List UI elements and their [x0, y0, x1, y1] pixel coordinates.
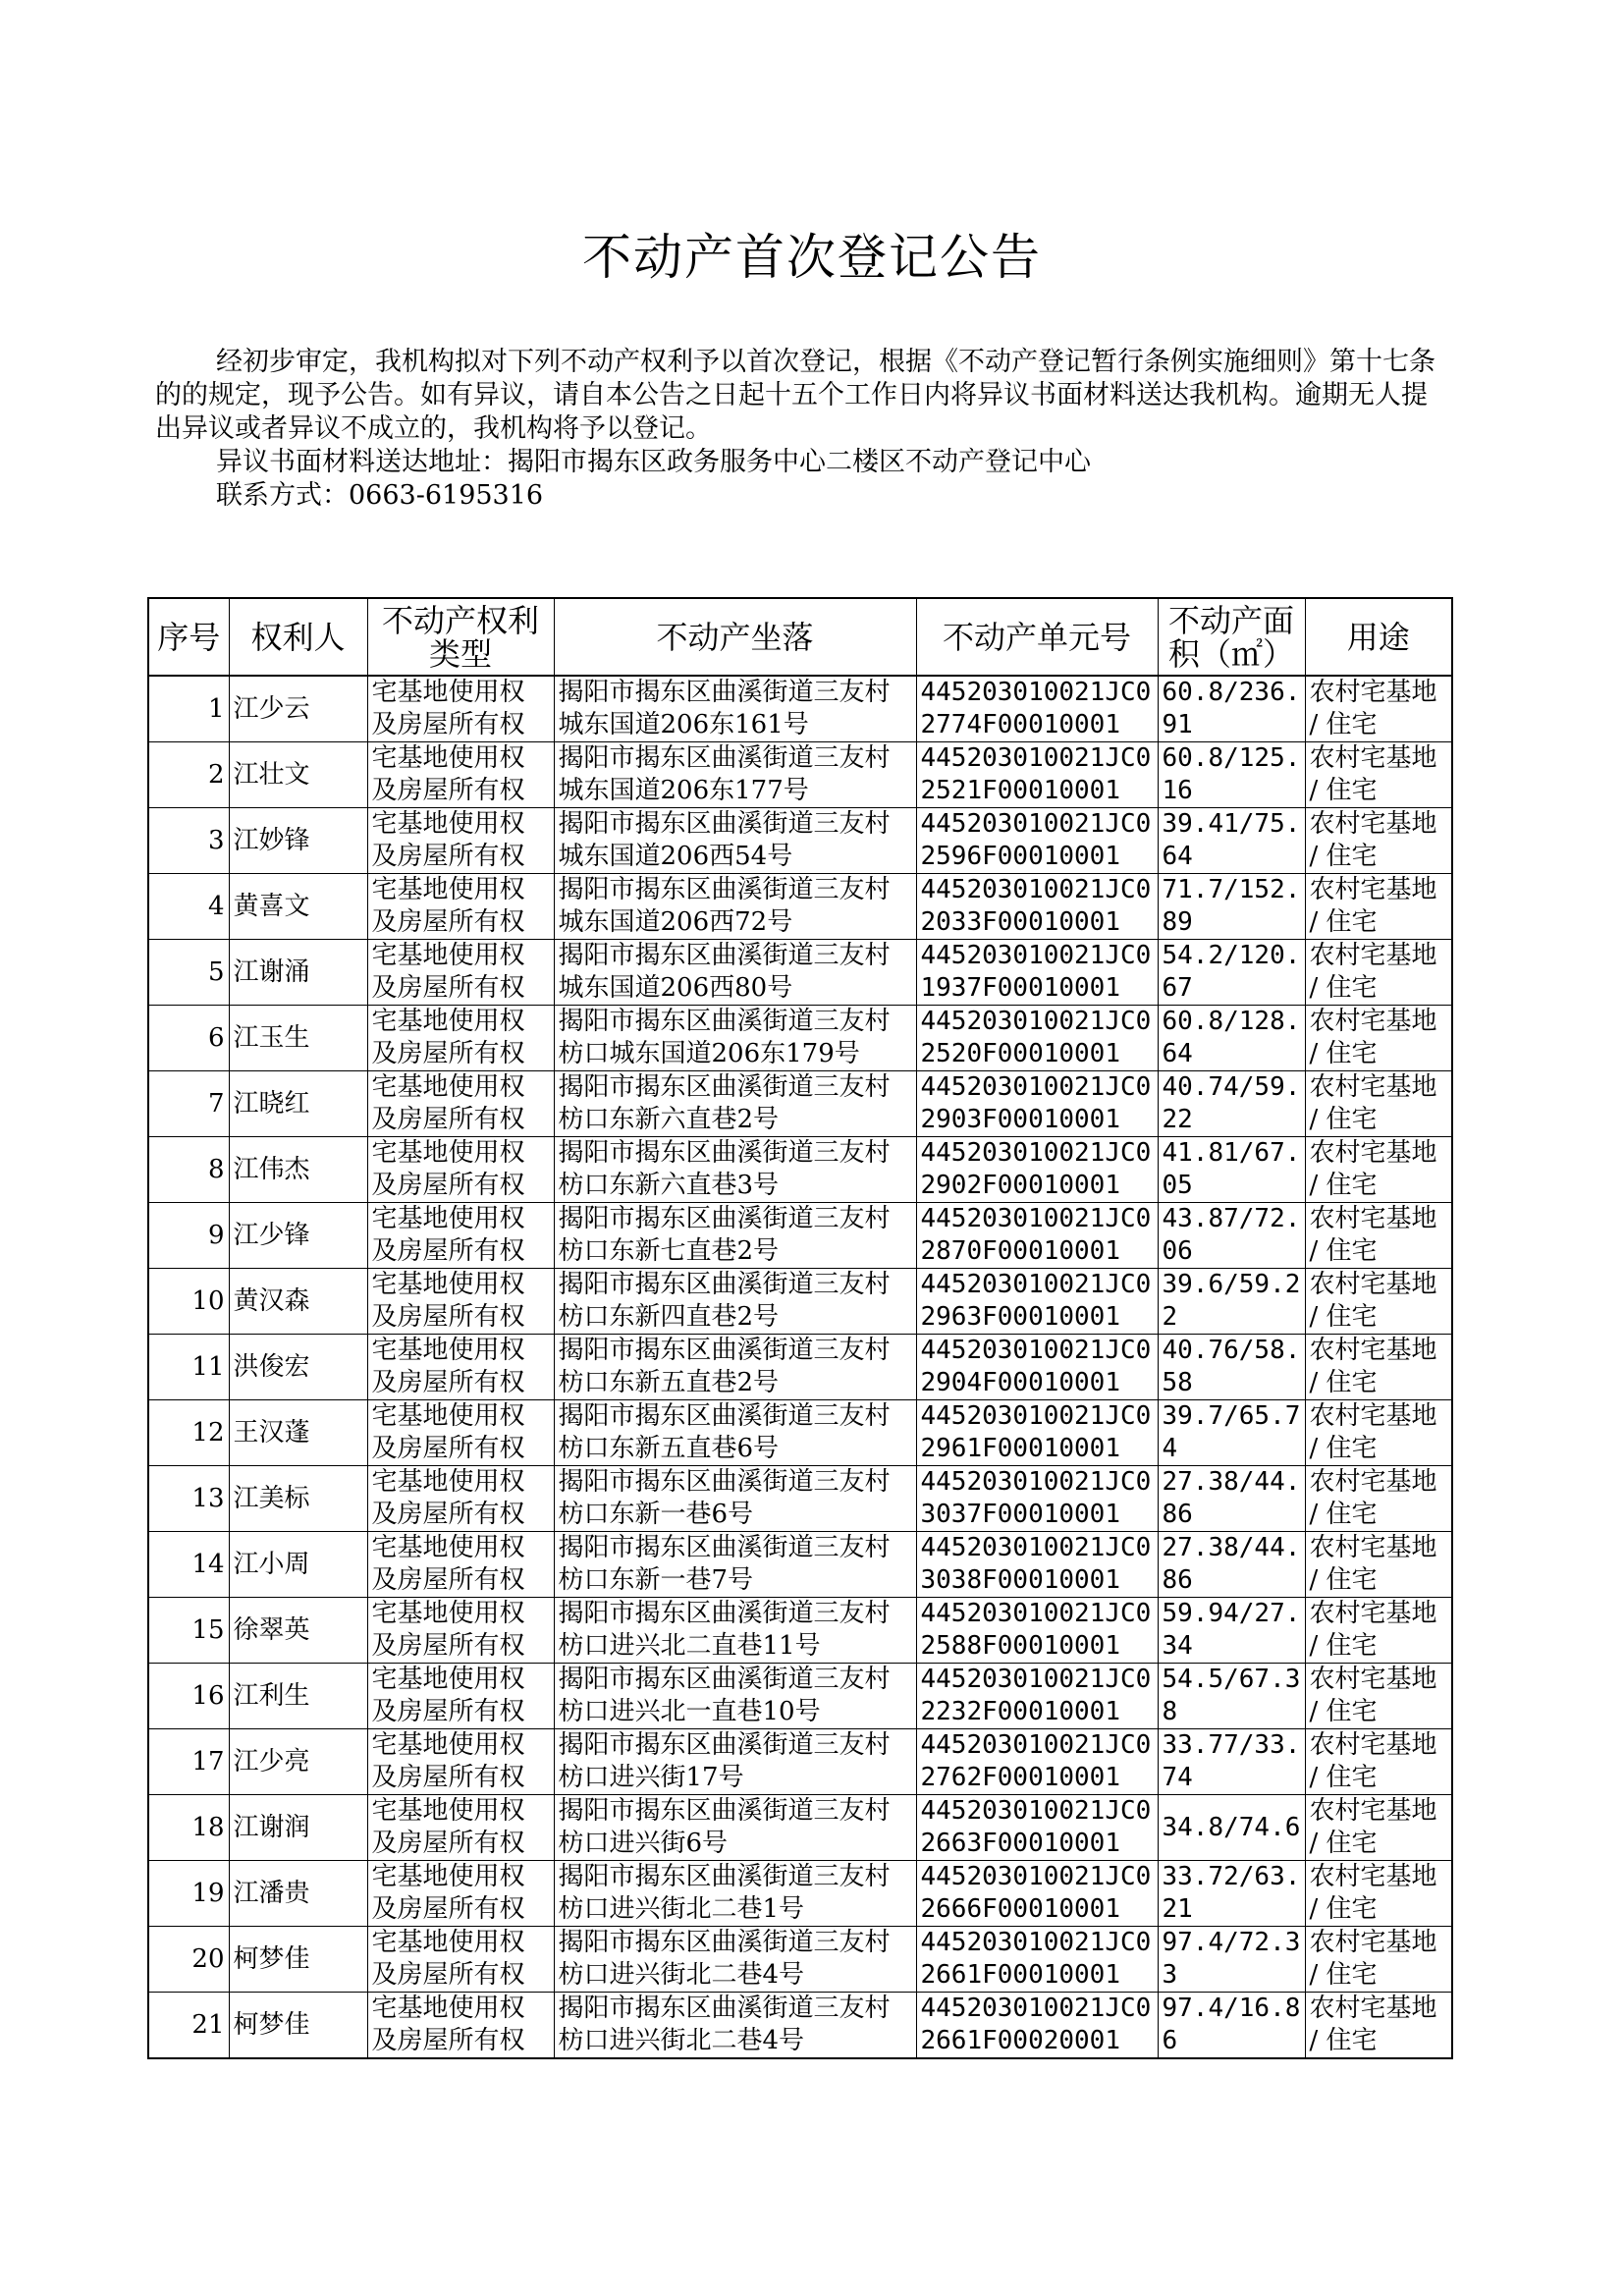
- cell-area: 34.8/74.6: [1158, 1795, 1305, 1861]
- table-header: [148, 598, 1452, 676]
- cell-unit-number: 445203010021JC02661F00010001: [916, 1927, 1158, 1993]
- cell-no: 7: [148, 1071, 229, 1137]
- cell-owner: 江利生: [229, 1664, 367, 1729]
- cell-owner: 江伟杰: [229, 1137, 367, 1203]
- table-row: [148, 1203, 1452, 1269]
- cell-no: 13: [148, 1466, 229, 1532]
- cell-use: 农村宅基地 / 住宅: [1305, 1466, 1452, 1532]
- cell-right-type: 宅基地使用权及房屋所有权: [367, 1795, 554, 1861]
- cell-use: 农村宅基地 / 住宅: [1305, 1927, 1452, 1993]
- cell-location: 揭阳市揭东区曲溪街道三友村枋口进兴北二直巷11号: [554, 1598, 916, 1664]
- cell-area: 39.7/65.74: [1158, 1400, 1305, 1466]
- cell-right-type: 宅基地使用权及房屋所有权: [367, 1664, 554, 1729]
- header-right-type: 不动产权利类型: [367, 598, 554, 676]
- cell-use: 农村宅基地 / 住宅: [1305, 742, 1452, 808]
- cell-area: 41.81/67.05: [1158, 1137, 1305, 1203]
- cell-owner: 江谢润: [229, 1795, 367, 1861]
- cell-right-type: 宅基地使用权及房屋所有权: [367, 1071, 554, 1137]
- cell-location: 揭阳市揭东区曲溪街道三友村枋口城东国道206东179号: [554, 1006, 916, 1071]
- cell-owner: 江少云: [229, 676, 367, 742]
- cell-unit-number: 445203010021JC02902F00010001: [916, 1137, 1158, 1203]
- table-row: [148, 1598, 1452, 1664]
- cell-area: 40.76/58.58: [1158, 1335, 1305, 1400]
- cell-no: 8: [148, 1137, 229, 1203]
- cell-area: 33.72/63.21: [1158, 1861, 1305, 1927]
- table-row: [148, 808, 1452, 874]
- cell-owner: 江美标: [229, 1466, 367, 1532]
- cell-owner: 江壮文: [229, 742, 367, 808]
- cell-unit-number: 445203010021JC02232F00010001: [916, 1664, 1158, 1729]
- table-row: [148, 1993, 1452, 2059]
- contact-info: 联系方式：0663-6195316: [216, 480, 544, 511]
- cell-use: 农村宅基地 / 住宅: [1305, 676, 1452, 742]
- cell-unit-number: 445203010021JC02521F00010001: [916, 742, 1158, 808]
- cell-no: 12: [148, 1400, 229, 1466]
- cell-owner: 江少亮: [229, 1729, 367, 1795]
- cell-location: 揭阳市揭东区曲溪街道三友村枋口进兴街北二巷4号: [554, 1927, 916, 1993]
- cell-location: 揭阳市揭东区曲溪街道三友村枋口进兴街北二巷1号: [554, 1861, 916, 1927]
- cell-unit-number: 445203010021JC02666F00010001: [916, 1861, 1158, 1927]
- cell-unit-number: 445203010021JC02903F00010001: [916, 1071, 1158, 1137]
- cell-owner: 江小周: [229, 1532, 367, 1598]
- cell-right-type: 宅基地使用权及房屋所有权: [367, 1927, 554, 1993]
- cell-location: 揭阳市揭东区曲溪街道三友村枋口进兴北一直巷10号: [554, 1664, 916, 1729]
- cell-right-type: 宅基地使用权及房屋所有权: [367, 808, 554, 874]
- cell-use: 农村宅基地 / 住宅: [1305, 1795, 1452, 1861]
- cell-use: 农村宅基地 / 住宅: [1305, 1729, 1452, 1795]
- table-row: [148, 1664, 1452, 1729]
- cell-right-type: 宅基地使用权及房屋所有权: [367, 1006, 554, 1071]
- cell-right-type: 宅基地使用权及房屋所有权: [367, 940, 554, 1006]
- cell-area: 59.94/27.34: [1158, 1598, 1305, 1664]
- cell-unit-number: 445203010021JC02904F00010001: [916, 1335, 1158, 1400]
- cell-location: 揭阳市揭东区曲溪街道三友村枋口东新六直巷3号: [554, 1137, 916, 1203]
- cell-area: 60.8/125.16: [1158, 742, 1305, 808]
- cell-right-type: 宅基地使用权及房屋所有权: [367, 1269, 554, 1335]
- cell-use: 农村宅基地 / 住宅: [1305, 1137, 1452, 1203]
- cell-unit-number: 445203010021JC01937F00010001: [916, 940, 1158, 1006]
- header-location: 不动产坐落: [554, 598, 916, 676]
- cell-location: 揭阳市揭东区曲溪街道三友村城东国道206西80号: [554, 940, 916, 1006]
- objection-address: 异议书面材料送达地址：揭阳市揭东区政务服务中心二楼区不动产登记中心: [216, 447, 1091, 477]
- cell-use: 农村宅基地 / 住宅: [1305, 1993, 1452, 2059]
- cell-area: 33.77/33.74: [1158, 1729, 1305, 1795]
- cell-use: 农村宅基地 / 住宅: [1305, 1532, 1452, 1598]
- cell-owner: 江妙锋: [229, 808, 367, 874]
- cell-right-type: 宅基地使用权及房屋所有权: [367, 676, 554, 742]
- cell-use: 农村宅基地 / 住宅: [1305, 1598, 1452, 1664]
- cell-unit-number: 445203010021JC02596F00010001: [916, 808, 1158, 874]
- cell-location: 揭阳市揭东区曲溪街道三友村枋口进兴街北二巷4号: [554, 1993, 916, 2059]
- cell-no: 2: [148, 742, 229, 808]
- cell-location: 揭阳市揭东区曲溪街道三友村枋口东新一巷7号: [554, 1532, 916, 1598]
- cell-area: 43.87/72.06: [1158, 1203, 1305, 1269]
- cell-area: 40.74/59.22: [1158, 1071, 1305, 1137]
- cell-area: 27.38/44.86: [1158, 1532, 1305, 1598]
- cell-area: 39.6/59.22: [1158, 1269, 1305, 1335]
- header-area: 不动产面积（㎡）: [1158, 598, 1305, 676]
- cell-owner: 王汉蓬: [229, 1400, 367, 1466]
- cell-no: 1: [148, 676, 229, 742]
- cell-location: 揭阳市揭东区曲溪街道三友村城东国道206东177号: [554, 742, 916, 808]
- cell-location: 揭阳市揭东区曲溪街道三友村枋口东新五直巷6号: [554, 1400, 916, 1466]
- cell-owner: 江少锋: [229, 1203, 367, 1269]
- table-row: [148, 1071, 1452, 1137]
- notice-intro: [155, 346, 1441, 513]
- cell-area: 27.38/44.86: [1158, 1466, 1305, 1532]
- table-row: [148, 1137, 1452, 1203]
- cell-no: 15: [148, 1598, 229, 1664]
- cell-location: 揭阳市揭东区曲溪街道三友村枋口东新四直巷2号: [554, 1269, 916, 1335]
- cell-area: 60.8/236.91: [1158, 676, 1305, 742]
- header-row: [148, 598, 1452, 676]
- cell-area: 54.5/67.38: [1158, 1664, 1305, 1729]
- header-use: 用途: [1305, 598, 1452, 676]
- table-row: [148, 1532, 1452, 1598]
- table-row: [148, 1729, 1452, 1795]
- cell-right-type: 宅基地使用权及房屋所有权: [367, 1598, 554, 1664]
- cell-right-type: 宅基地使用权及房屋所有权: [367, 1335, 554, 1400]
- cell-unit-number: 445203010021JC03038F00010001: [916, 1532, 1158, 1598]
- cell-no: 14: [148, 1532, 229, 1598]
- cell-unit-number: 445203010021JC02774F00010001: [916, 676, 1158, 742]
- cell-no: 6: [148, 1006, 229, 1071]
- cell-right-type: 宅基地使用权及房屋所有权: [367, 1137, 554, 1203]
- cell-use: 农村宅基地 / 住宅: [1305, 1203, 1452, 1269]
- cell-right-type: 宅基地使用权及房屋所有权: [367, 1993, 554, 2059]
- cell-unit-number: 445203010021JC02661F00020001: [916, 1993, 1158, 2059]
- table-row: [148, 1466, 1452, 1532]
- cell-area: 71.7/152.89: [1158, 874, 1305, 940]
- cell-use: 农村宅基地 / 住宅: [1305, 1335, 1452, 1400]
- cell-right-type: 宅基地使用权及房屋所有权: [367, 1861, 554, 1927]
- cell-unit-number: 445203010021JC02663F00010001: [916, 1795, 1158, 1861]
- table-row: [148, 1006, 1452, 1071]
- cell-use: 农村宅基地 / 住宅: [1305, 1071, 1452, 1137]
- cell-no: 5: [148, 940, 229, 1006]
- cell-location: 揭阳市揭东区曲溪街道三友村城东国道206西54号: [554, 808, 916, 874]
- cell-area: 39.41/75.64: [1158, 808, 1305, 874]
- cell-no: 17: [148, 1729, 229, 1795]
- cell-location: 揭阳市揭东区曲溪街道三友村城东国道206西72号: [554, 874, 916, 940]
- cell-unit-number: 445203010021JC02520F00010001: [916, 1006, 1158, 1071]
- cell-unit-number: 445203010021JC03037F00010001: [916, 1466, 1158, 1532]
- cell-no: 16: [148, 1664, 229, 1729]
- notice-title: 不动产首次登记公告: [582, 229, 1042, 286]
- header-owner: 权利人: [229, 598, 367, 676]
- cell-no: 10: [148, 1269, 229, 1335]
- cell-use: 农村宅基地 / 住宅: [1305, 1861, 1452, 1927]
- cell-use: 农村宅基地 / 住宅: [1305, 1664, 1452, 1729]
- cell-location: 揭阳市揭东区曲溪街道三友村枋口东新一巷6号: [554, 1466, 916, 1532]
- registration-table: [147, 597, 1453, 2059]
- cell-right-type: 宅基地使用权及房屋所有权: [367, 1400, 554, 1466]
- cell-owner: 江潘贵: [229, 1861, 367, 1927]
- cell-right-type: 宅基地使用权及房屋所有权: [367, 1532, 554, 1598]
- cell-area: 60.8/128.64: [1158, 1006, 1305, 1071]
- cell-use: 农村宅基地 / 住宅: [1305, 1269, 1452, 1335]
- cell-unit-number: 445203010021JC02033F00010001: [916, 874, 1158, 940]
- table-row: [148, 1400, 1452, 1466]
- cell-unit-number: 445203010021JC02963F00010001: [916, 1269, 1158, 1335]
- cell-no: 21: [148, 1993, 229, 2059]
- cell-owner: 江晓红: [229, 1071, 367, 1137]
- cell-unit-number: 445203010021JC02961F00010001: [916, 1400, 1158, 1466]
- cell-owner: 徐翠英: [229, 1598, 367, 1664]
- cell-area: 97.4/16.86: [1158, 1993, 1305, 2059]
- cell-use: 农村宅基地 / 住宅: [1305, 1006, 1452, 1071]
- cell-owner: 洪俊宏: [229, 1335, 367, 1400]
- header-no: 序号: [148, 598, 229, 676]
- table-row: [148, 1927, 1452, 1993]
- table-row: [148, 1335, 1452, 1400]
- cell-right-type: 宅基地使用权及房屋所有权: [367, 742, 554, 808]
- cell-no: 4: [148, 874, 229, 940]
- cell-no: 20: [148, 1927, 229, 1993]
- cell-owner: 柯梦佳: [229, 1927, 367, 1993]
- cell-owner: 柯梦佳: [229, 1993, 367, 2059]
- cell-location: 揭阳市揭东区曲溪街道三友村枋口进兴街17号: [554, 1729, 916, 1795]
- table-row: [148, 742, 1452, 808]
- cell-right-type: 宅基地使用权及房屋所有权: [367, 1729, 554, 1795]
- cell-location: 揭阳市揭东区曲溪街道三友村枋口东新七直巷2号: [554, 1203, 916, 1269]
- cell-location: 揭阳市揭东区曲溪街道三友村城东国道206东161号: [554, 676, 916, 742]
- cell-owner: 黄喜文: [229, 874, 367, 940]
- table-body: [148, 676, 1452, 2058]
- table-row: [148, 940, 1452, 1006]
- cell-location: 揭阳市揭东区曲溪街道三友村枋口进兴街6号: [554, 1795, 916, 1861]
- table-row: [148, 676, 1452, 742]
- cell-use: 农村宅基地 / 住宅: [1305, 940, 1452, 1006]
- header-unit-number: 不动产单元号: [916, 598, 1158, 676]
- cell-area: 54.2/120.67: [1158, 940, 1305, 1006]
- cell-no: 3: [148, 808, 229, 874]
- table-row: [148, 1861, 1452, 1927]
- cell-owner: 黄汉森: [229, 1269, 367, 1335]
- intro-paragraph: 经初步审定，我机构拟对下列不动产权利予以首次登记，根据《不动产登记暂行条例实施细则》第十七条的的规定，现予公告。如有异议，请自本公告之日起十五个工作日内将异议书面材料送达我机构。逾期无人提出异议或者异议不成立的，我机构将予以登记。: [155, 347, 1435, 444]
- cell-area: 97.4/72.33: [1158, 1927, 1305, 1993]
- cell-use: 农村宅基地 / 住宅: [1305, 808, 1452, 874]
- cell-unit-number: 445203010021JC02762F00010001: [916, 1729, 1158, 1795]
- cell-use: 农村宅基地 / 住宅: [1305, 1400, 1452, 1466]
- table-row: [148, 1795, 1452, 1861]
- cell-location: 揭阳市揭东区曲溪街道三友村枋口东新五直巷2号: [554, 1335, 916, 1400]
- cell-owner: 江玉生: [229, 1006, 367, 1071]
- cell-no: 9: [148, 1203, 229, 1269]
- cell-unit-number: 445203010021JC02870F00010001: [916, 1203, 1158, 1269]
- table-row: [148, 1269, 1452, 1335]
- cell-right-type: 宅基地使用权及房屋所有权: [367, 1203, 554, 1269]
- cell-right-type: 宅基地使用权及房屋所有权: [367, 874, 554, 940]
- cell-no: 18: [148, 1795, 229, 1861]
- table-row: [148, 874, 1452, 940]
- cell-no: 19: [148, 1861, 229, 1927]
- cell-unit-number: 445203010021JC02588F00010001: [916, 1598, 1158, 1664]
- cell-no: 11: [148, 1335, 229, 1400]
- cell-location: 揭阳市揭东区曲溪街道三友村枋口东新六直巷2号: [554, 1071, 916, 1137]
- cell-owner: 江谢涌: [229, 940, 367, 1006]
- cell-use: 农村宅基地 / 住宅: [1305, 874, 1452, 940]
- cell-right-type: 宅基地使用权及房屋所有权: [367, 1466, 554, 1532]
